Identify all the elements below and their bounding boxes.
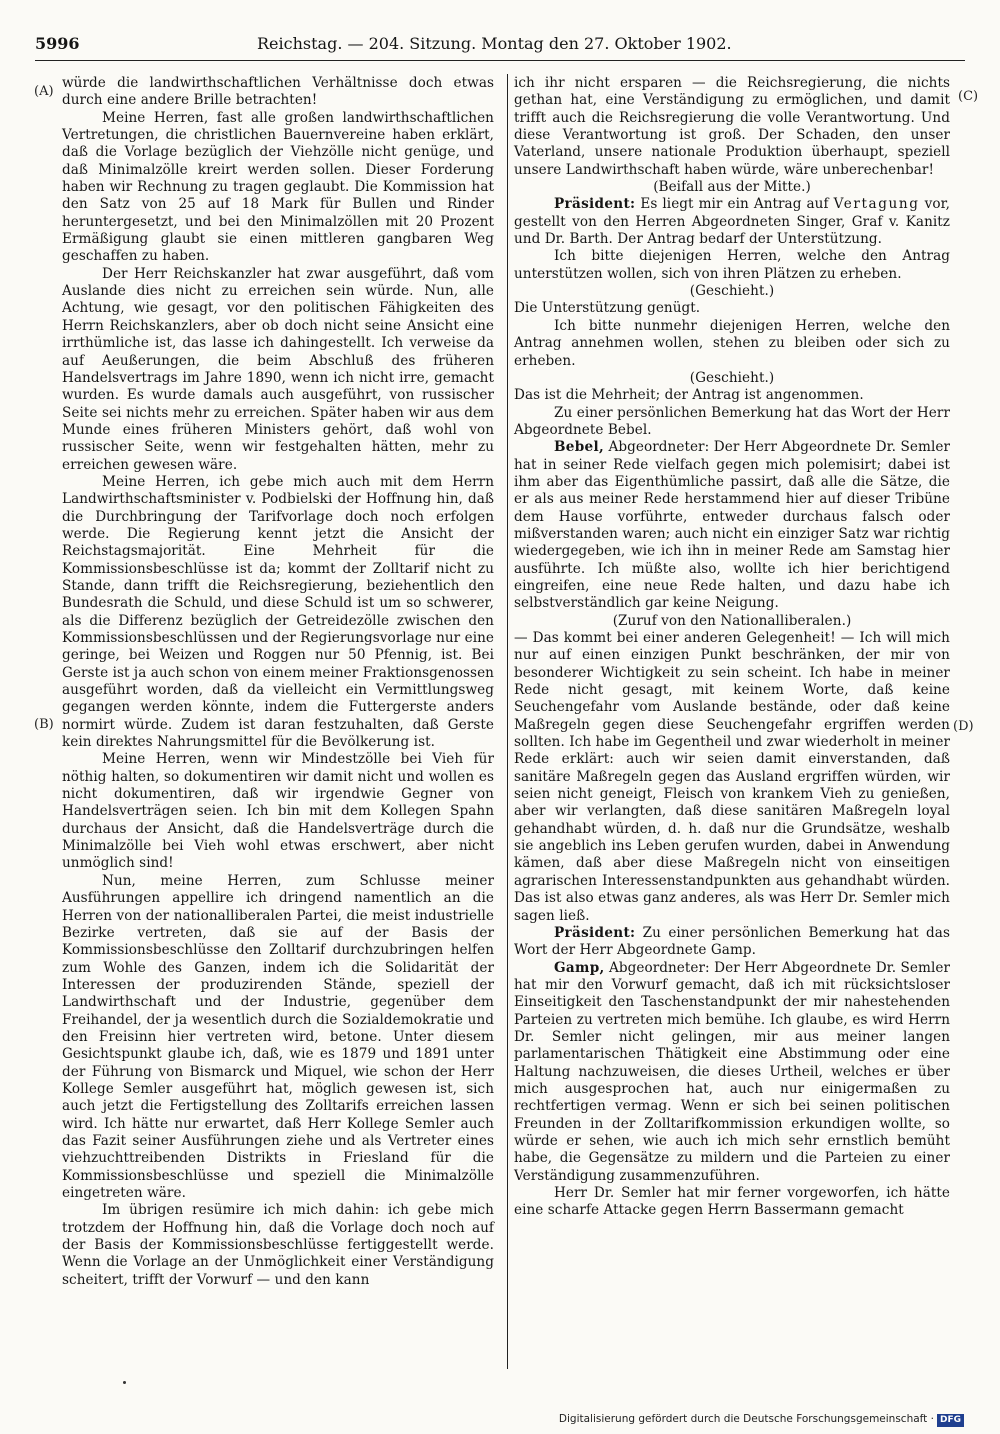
margin-mark-c: (C) <box>958 89 979 104</box>
statement-text: vor, gestellt von den Herren Abgeordneten Singer, Graf v. Kanitz und Dr. Barth. Der Antrag bedarf der Unterstützung. <box>514 196 950 248</box>
running-title: Reichstag. — 204. Sitzung. Montag den 27. Oktober 1902. <box>257 34 732 53</box>
footer-credit: Digitalisierung gefördert durch die Deutsche Forschungsgemeinschaft · DFG <box>559 1413 964 1427</box>
speaker-name: Präsident: <box>554 924 636 941</box>
speaker-name: Präsident: <box>554 196 636 213</box>
president-statement <box>514 925 950 960</box>
paragraph: Nun, meine Herren, zum Schlusse meiner Ausführungen appellire ich dringend namentlich an die Herren von der nationalliberalen Partei, die meist industrielle Bezirke vertreten, daß sie auf der Basis der Kommissionsbeschlüsse den Zolltarif durchzubringen helfen zum Wohle des Ganzen, indem ich die Solidarität der Interessen der produzirenden Stände, speziell der Landwirthschaft und der Industrie, gegenüber dem Freihandel, der ja wesentlich durch die Sozialdemokratie und den Freisinn hier vertreten wird, betone. Unter diesem Gesichtspunkt glaube ich, daß, wie es 1879 und 1891 unter der Führung von Bismarck und Miquel, wie schon der Herr Kollege Semler ausgeführt hat, möglich gewesen ist, sich auch jetzt die Fertigstellung des Zolltarifs erreichen lassen wird. Ich hätte nur erwartet, daß Herr Kollege Semler auch das Fazit seiner Ausführungen ziehe und als Vertreter eines viehzuchttreibenden Distrikts in Friesland für die Kommissionsbeschlüsse und speziell die Minimalzölle eingetreten wäre. <box>62 872 494 1201</box>
speaker-name: Bebel, <box>554 439 604 456</box>
statement-text: Abgeordneter: Der Herr Abgeordnete Dr. Semler hat in seiner Rede vielfach gegen mich polemisirt; dabei ist ihm aber das Eigenthümliche passirt, daß alle die Sätze, die er als aus meiner Rede herstammend hier auf dieser Tribüne dem Hause vorführte, entweder durchaus falsch oder mißverstanden waren; auch nicht ein einziger Satz war richtig wiedergegeben, wie ich ihn in meiner Rede am Samstag hier ausführte. Ich müßte also, wollte ich hier berichtigend eingreifen, eine neue Rede halten, und dazu habe ich selbstverständlich gar keine Neigung. <box>514 439 950 612</box>
stage-direction: (Geschieht.) <box>689 369 775 386</box>
left-column <box>62 75 494 1289</box>
header-rule <box>35 60 965 61</box>
president-statement <box>514 196 950 248</box>
bebel-statement <box>514 439 950 612</box>
credit-text: Digitalisierung gefördert durch die Deutsche Forschungsgemeinschaft <box>558 1413 928 1425</box>
margin-mark-d: (D) <box>953 719 974 734</box>
paragraph: Die Unterstützung genügt. <box>514 300 701 317</box>
margin-mark-b: (B) <box>34 717 54 732</box>
paragraph: Das ist die Mehrheit; der Antrag ist angenommen. <box>514 387 864 404</box>
paragraph: ich ihr nicht ersparen — die Reichsregierung, die nichts gethan hat, eine Verständigung zu ermöglichen, und damit trifft auch die Reichsregierung die volle Verantwortung. Und diese Verantwortung ist groß. Der Schaden, den unser Vaterland, unsere nationale Produktion überhaupt, speziell unsere Landwirthschaft haben würde, wäre unberechenbar! <box>514 75 950 178</box>
speaker-name: Gamp, <box>554 959 605 976</box>
paragraph: Zu einer persönlichen Bemerkung hat das Wort der Herr Abgeordnete Bebel. <box>514 404 950 438</box>
paragraph: würde die landwirthschaftlichen Verhältnisse doch etwas durch eine andere Brille betrachten! <box>62 75 494 109</box>
right-column <box>514 75 950 1220</box>
stage-direction: (Geschieht.) <box>689 283 775 300</box>
paragraph: Meine Herren, ich gebe mich auch mit dem Herrn Landwirthschaftsminister v. Podbielski der Hoffnung hin, daß die Durchbringung der Tarifvorlage doch noch erfolgen werde. Die Regierung kennt jetzt die Ansicht der Reichstagsmajorität. Eine Mehrheit für die Kommissionsbeschlüsse ist da; kommt der Zolltarif nicht zu Stande, dann trifft die Reichsregierung, beziehentlich den Bundesrath die Schuld, und diese Schuld ist um so schwerer, als die Differenz bezüglich der Getreidezölle zwischen den Kommissionsbeschlüssen und der Regierungsvorlage nur eine geringe, bei Weizen und Roggen nur 50 Pfennig, ist. Bei Gerste ist ja auch schon von einem meiner Fraktionsgenossen ausgeführt worden, daß da vielleicht ein Vermittlungsweg gegangen werden könnte, indem die Futtergerste anders normirt würde. Zudem ist daran festzuhalten, daß Gerste kein direktes Nahrungsmittel für die Bevölkerung ist. <box>62 473 494 751</box>
paragraph: Ich bitte diejenigen Herren, welche den Antrag unterstützen wollen, sich von ihren Plätzen zu erheben. <box>514 248 950 282</box>
stage-direction: (Zuruf von den Nationalliberalen.) <box>612 612 852 629</box>
paragraph: Der Herr Reichskanzler hat zwar ausgeführt, daß vom Auslande dies nicht zu erreichen sein würde. Nun, alle Achtung, wie gesagt, vor den politischen Fähigkeiten des Herrn Reichskanzlers, aber ob doch nicht seine Ansicht eine irrthümliche ist, das lasse ich dahingestellt. Ich verweise da auf Aeußerungen, die beim Abschluß des früheren Handelsvertrags im Jahre 1890, wenn ich nicht irre, gemacht wurden. Es wurde damals auch ausgeführt, von russischer Seite sei nichts mehr zu erreichen. Später haben wir aus dem Munde eines früheren Ministers gehört, daß wohl von russischer Seite, wenn wir festgehalten hätten, mehr zu erreichen gewesen wäre. <box>62 265 494 473</box>
margin-mark-a: (A) <box>34 84 54 99</box>
print-speck <box>123 1381 126 1384</box>
paragraph: Meine Herren, wenn wir Mindestzölle bei Vieh für nöthig halten, so dokumentiren wir damit nicht und wollen es nicht dokumentiren, daß wir irgendwie Gegner von Handelsverträgen seien. Ich bin mit dem Kollegen Spahn durchaus der Ansicht, daß die Handelsverträge durch die Minimalzölle bei Vieh wohl etwas erschwert, aber nicht unmöglich sind! <box>62 751 494 872</box>
statement-text: Abgeordneter: Der Herr Abgeordnete Dr. Semler hat mir den Vorwurf gemacht, daß ich mit rücksichtsloser Einseitigkeit den Taschenstandpunkt der mir nahestehenden Parteien zu vertreten mich bemühe. Ich glaube, es wird Herrn Dr. Semler nicht gelingen, mir aus meiner langen parlamentarischen Thätigkeit eine Abstimmung oder eine Haltung nachzuweisen, die dieses Urtheil, welches er über mich ausgesprochen hat, auch nur einigermaßen zu rechtfertigen vermag. Wenn er sich bei seinen politischen Freunden in der Zolltarifkommission erkundigen wollte, so würde er sehen, wie auch ich mich sehr ernstlich bemüht habe, die Gegensätze zu mildern und die Parteien zu einer Verständigung zusammenzuführen. <box>514 959 950 1184</box>
statement-text: Zu einer persönlichen Bemerkung hat das Wort der Herr Abgeordnete Gamp. <box>514 924 950 959</box>
paragraph: — Das kommt bei einer anderen Gelegenheit! — Ich will mich nur auf einen einzigen Punkt beschränken, der mir von besonderer Wichtigkeit zu sein scheint. Ich habe in meiner Rede nicht gesagt, mit keinem Worte, daß keine Seuchengefahr vom Auslande bestände, oder daß keine Maßregeln gegen diese Seuchengefahr ergriffen werden sollten. Ich habe im Gegentheil und zwar wiederholt in meiner Rede erklärt: auch wir seien damit einverstanden, daß sanitäre Maßregeln gegen das Ausland ergriffen würden, wir seien nicht geneigt, Fleisch von krankem Vieh zu genießen, aber wir verlangten, daß diese sanitären Maßregeln loyal gehandhabt würden, d. h. daß nur die Grundsätze, weshalb sie angeblich ins Leben gerufen wurden, dabei in Anwendung kämen, daß aber diese Maßregeln nicht von einseitigen agrarischen Interessenstandpunkten aus gehandhabt würden. Das ist also etwas ganz anderes, als was Herr Dr. Semler mich sagen ließ. <box>514 630 950 924</box>
paragraph: Meine Herren, fast alle großen landwirthschaftlichen Vertretungen, die christlichen Bauernvereine haben erklärt, daß die Vorlage bezüglich der Viehzölle nicht genüge, und daß Minimalzölle kreirt werden sollen. Dieser Forderung haben wir Rechnung zu tragen geglaubt. Die Kommission hat den Satz von 25 auf 18 Mark für Bullen und Rinder heruntergesetzt, und bei den Minimalzöllen mit 20 Prozent Ermäßigung glaubt sie einen mittleren gangbaren Weg geschaffen zu haben. <box>62 109 494 265</box>
column-divider <box>507 74 508 1369</box>
paragraph: Herr Dr. Semler hat mir ferner vorgeworfen, ich hätte eine scharfe Attacke gegen Herrn Bassermann gemacht <box>514 1185 950 1219</box>
stage-direction: (Beifall aus der Mitte.) <box>653 179 811 196</box>
page-header <box>35 34 965 58</box>
emphasis-vertagung: Vertagung <box>833 196 920 213</box>
dfg-logo-icon: DFG <box>937 1414 964 1427</box>
page-number: 5996 <box>35 34 80 53</box>
gamp-statement <box>514 960 950 1185</box>
paragraph: Im übrigen resümire ich mich dahin: ich gebe mich trotzdem der Hoffnung hin, daß die Vorlage doch noch auf der Basis der Kommissionsbeschlüsse fertiggestellt werde. Wenn die Vorlage an der Unmöglichkeit einer Verständigung scheitert, trifft der Vorwurf — und den kann <box>62 1202 494 1288</box>
statement-text: Es liegt mir ein Antrag auf <box>635 196 834 213</box>
paragraph: Ich bitte nunmehr diejenigen Herren, welche den Antrag annehmen wollen, stehen zu bleiben oder sich zu erheben. <box>514 317 950 369</box>
